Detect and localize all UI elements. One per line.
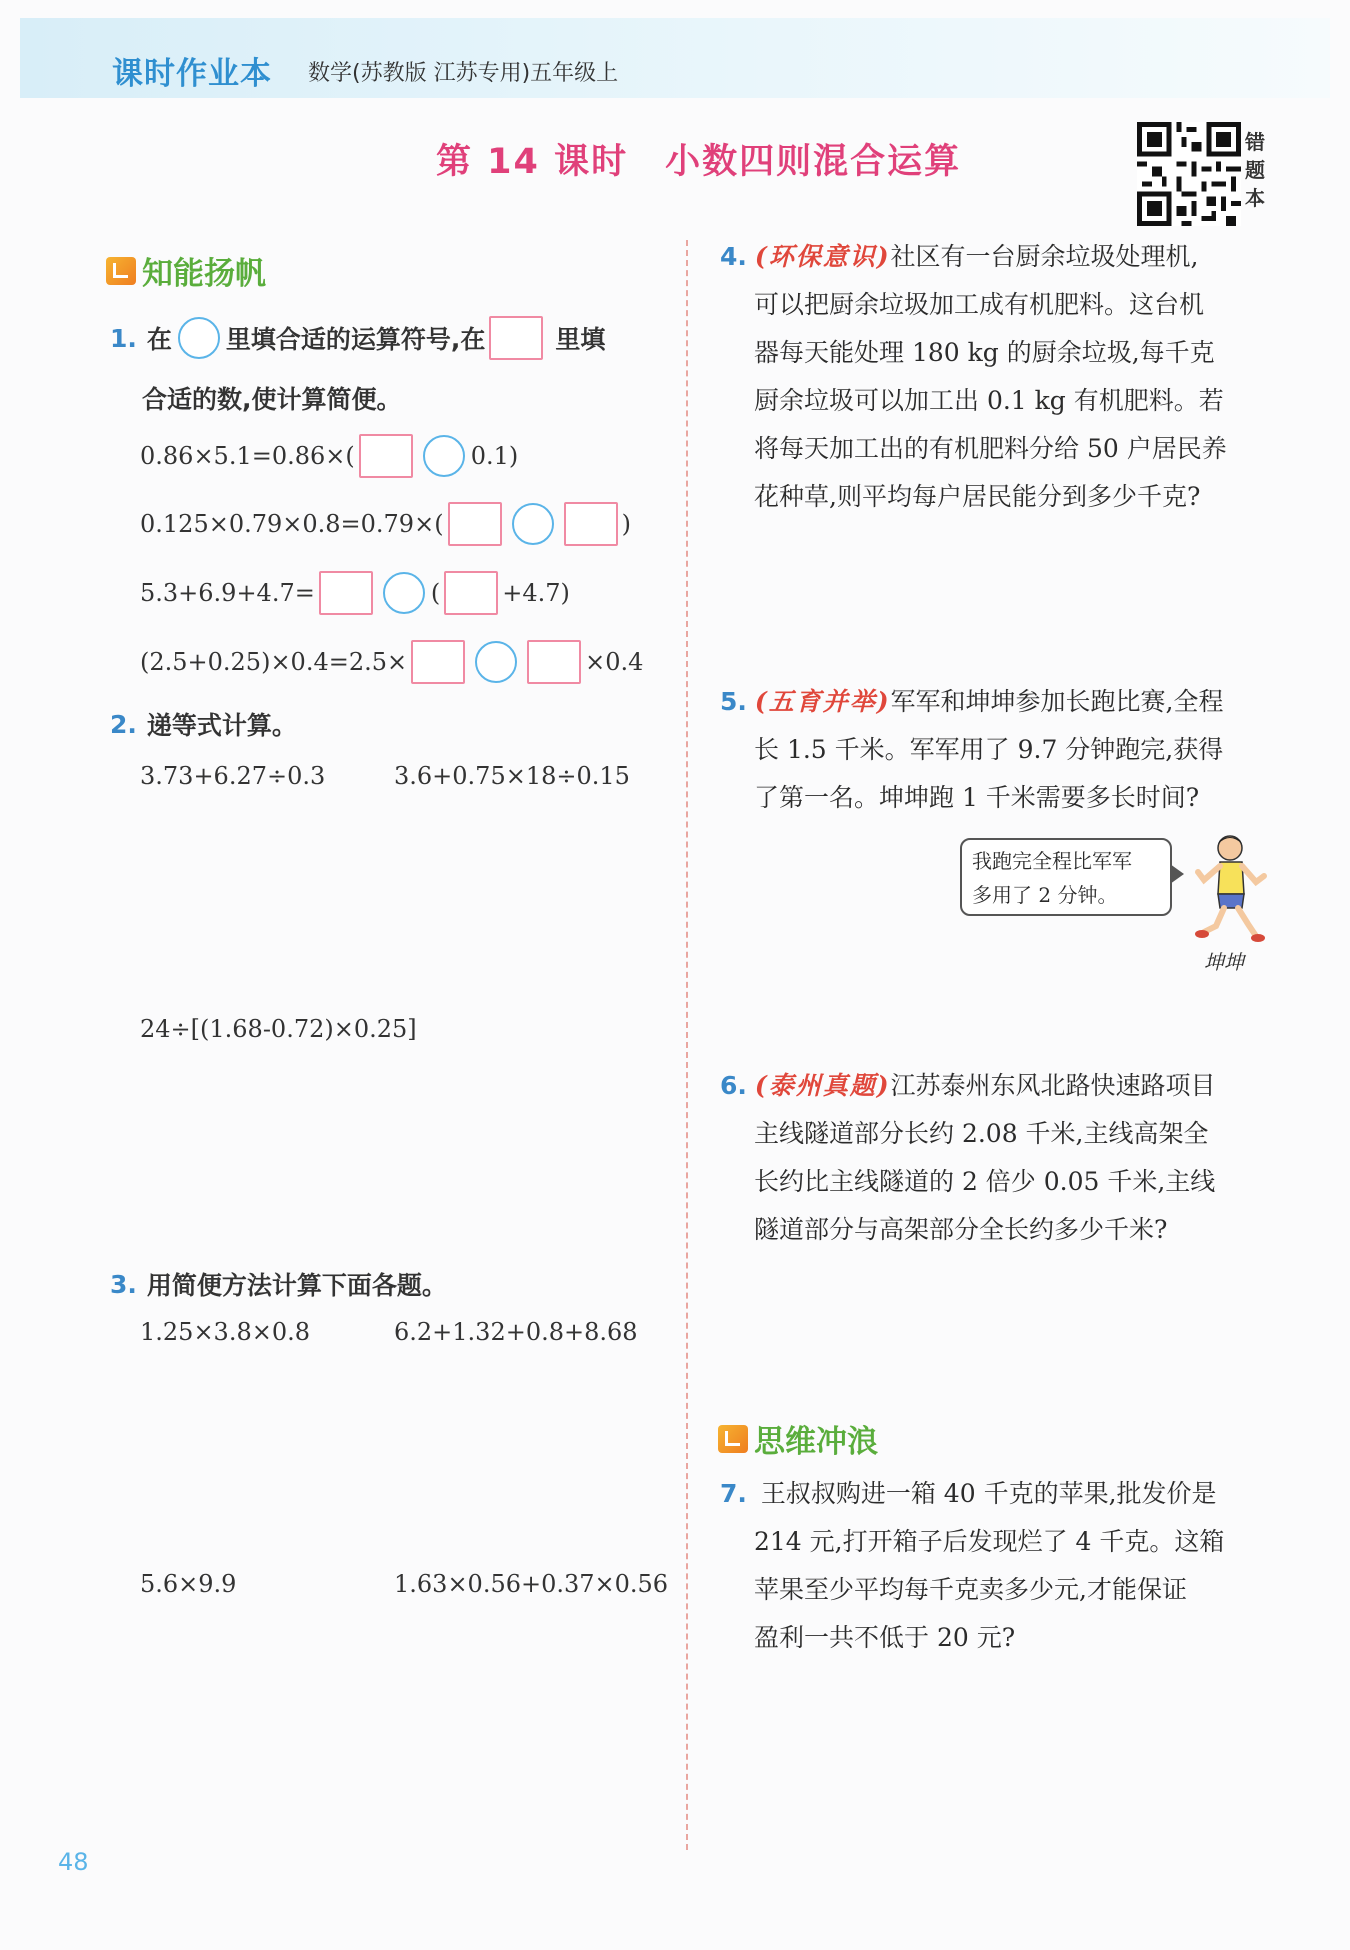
sail-icon [106, 257, 136, 285]
q4-line6: 花种草,则平均每户居民能分到多少千克? [754, 482, 1201, 511]
q6-line3: 长约比主线隧道的 2 倍少 0.05 千米,主线 [754, 1167, 1216, 1196]
equation-text: 0.1) [470, 442, 519, 470]
equation-text: 0.86×5.1=0.86×( [140, 442, 355, 470]
answer-box[interactable] [527, 640, 581, 684]
q4-line4: 厨余垃圾可以加工出 0.1 kg 有机肥料。若 [754, 386, 1224, 415]
equation-text: 5.3+6.9+4.7= [140, 579, 315, 607]
q5-text: 军军和坤坤参加长跑比赛,全程 [890, 687, 1224, 716]
topic-tag: (五育并举) [754, 687, 891, 716]
q2-text: 递等式计算。 [146, 711, 297, 740]
q6-line4: 隧道部分与高架部分全长约多少千米? [754, 1215, 1168, 1244]
answer-box[interactable] [319, 571, 373, 615]
q2-prompt [110, 706, 297, 742]
sample-box [489, 316, 543, 360]
column-divider [686, 240, 688, 1850]
equation-text: ) [621, 510, 631, 538]
operator-circle[interactable] [423, 435, 465, 477]
q3-expression-1: 1.25×3.8×0.8 [140, 1318, 310, 1346]
q3-expression-4: 1.63×0.56+0.37×0.56 [394, 1570, 669, 1598]
equation-text: (2.5+0.25)×0.4=2.5× [140, 648, 408, 676]
question-number: 5. [720, 687, 747, 716]
q7-line3: 苹果至少平均每千克卖多少元,才能保证 [754, 1575, 1187, 1604]
q4-text: 社区有一台厨余垃圾处理机, [890, 242, 1199, 271]
topic-tag: (泰州真题) [754, 1071, 891, 1100]
q1-text: 里填合适的运算符号,在 [225, 325, 486, 354]
q5-line3: 了第一名。坤坤跑 1 千米需要多长时间? [754, 783, 1200, 812]
q4-line1 [720, 233, 1198, 281]
q1-prompt-line2 [142, 380, 402, 416]
answer-box[interactable] [359, 434, 413, 478]
qr-code-icon[interactable] [1137, 122, 1241, 226]
q4-line3: 器每天能处理 180 kg 的厨余垃圾,每千克 [754, 338, 1215, 367]
q3-prompt [110, 1266, 447, 1302]
q2-expression-1: 3.73+6.27÷0.3 [140, 762, 326, 790]
operator-circle[interactable] [475, 641, 517, 683]
q1-equation-2 [140, 502, 631, 546]
answer-box[interactable] [411, 640, 465, 684]
question-number: 1. [110, 323, 137, 353]
wave-icon [718, 1425, 748, 1453]
q7-line2: 214 元,打开箱子后发现烂了 4 千克。这箱 [754, 1527, 1225, 1556]
equation-text: ×0.4 [585, 648, 644, 676]
section-title: 思维冲浪 [754, 1424, 878, 1460]
q3-expression-2: 6.2+1.32+0.8+8.68 [394, 1318, 638, 1346]
equation-text: ( [430, 579, 441, 607]
q6-line2: 主线隧道部分长约 2.08 千米,主线高架全 [754, 1119, 1209, 1148]
q7-text: 王叔叔购进一箱 40 千克的苹果,批发价是 [760, 1479, 1217, 1508]
question-number: 6. [720, 1071, 747, 1100]
q3-text: 用简便方法计算下面各题。 [146, 1271, 447, 1300]
equation-text: 0.125×0.79×0.8=0.79×( [140, 510, 444, 538]
q1-equation-3 [140, 571, 570, 615]
operator-circle[interactable] [512, 503, 554, 545]
answer-box[interactable] [564, 502, 618, 546]
question-number: 4. [720, 242, 747, 271]
q3-expression-3: 5.6×9.9 [140, 1570, 237, 1598]
question-number: 3. [110, 1269, 137, 1299]
q1-equation-1 [140, 434, 518, 478]
section-heading-knowledge [106, 248, 266, 293]
wrong-answer-book-label: 错题本 [1245, 130, 1265, 210]
book-subtitle: 数学(苏教版 江苏专用)五年级上 [308, 61, 619, 86]
running-boy-illustration [1186, 832, 1268, 944]
q7-line4: 盈利一共不低于 20 元? [754, 1623, 1016, 1652]
q1-text: 合适的数,使计算简便。 [142, 385, 402, 414]
bubble-line: 多用了 2 分钟。 [972, 883, 1118, 907]
answer-box[interactable] [448, 502, 502, 546]
q4-line5: 将每天加工出的有机肥料分给 50 户居民养 [754, 434, 1227, 463]
page-number: 48 [58, 1848, 89, 1876]
q1-equation-4 [140, 640, 643, 684]
character-name: 坤坤 [1204, 950, 1244, 974]
q1-text: 里填 [555, 325, 606, 354]
equation-text: +4.7) [502, 579, 570, 607]
bubble-line: 我跑完全程比军军 [972, 849, 1132, 873]
brand-title: 课时作业本 [112, 56, 272, 92]
q5-line1 [720, 678, 1223, 726]
speech-bubble [960, 838, 1172, 916]
q5-line2: 长 1.5 千米。军军用了 9.7 分钟跑完,获得 [754, 735, 1224, 764]
q6-text: 江苏泰州东风北路快速路项目 [890, 1071, 1216, 1100]
sample-circle [178, 317, 220, 359]
q1-prompt-line1 [110, 316, 605, 360]
question-number: 2. [110, 709, 137, 739]
q2-expression-3: 24÷[(1.68-0.72)×0.25] [140, 1015, 417, 1043]
section-title: 知能扬帆 [142, 256, 266, 292]
q2-expression-2: 3.6+0.75×18÷0.15 [394, 762, 630, 790]
operator-circle[interactable] [383, 572, 425, 614]
lesson-title: 第 14 课时 小数四则混合运算 [436, 142, 962, 182]
topic-tag: (环保意识) [754, 242, 891, 271]
section-heading-thinking [718, 1416, 878, 1461]
q4-line2: 可以把厨余垃圾加工成有机肥料。这台机 [754, 290, 1205, 319]
answer-box[interactable] [444, 571, 498, 615]
q6-line1 [720, 1062, 1216, 1110]
q7-line1 [720, 1470, 1217, 1518]
q1-text: 在 [146, 325, 172, 354]
question-number: 7. [720, 1479, 747, 1508]
